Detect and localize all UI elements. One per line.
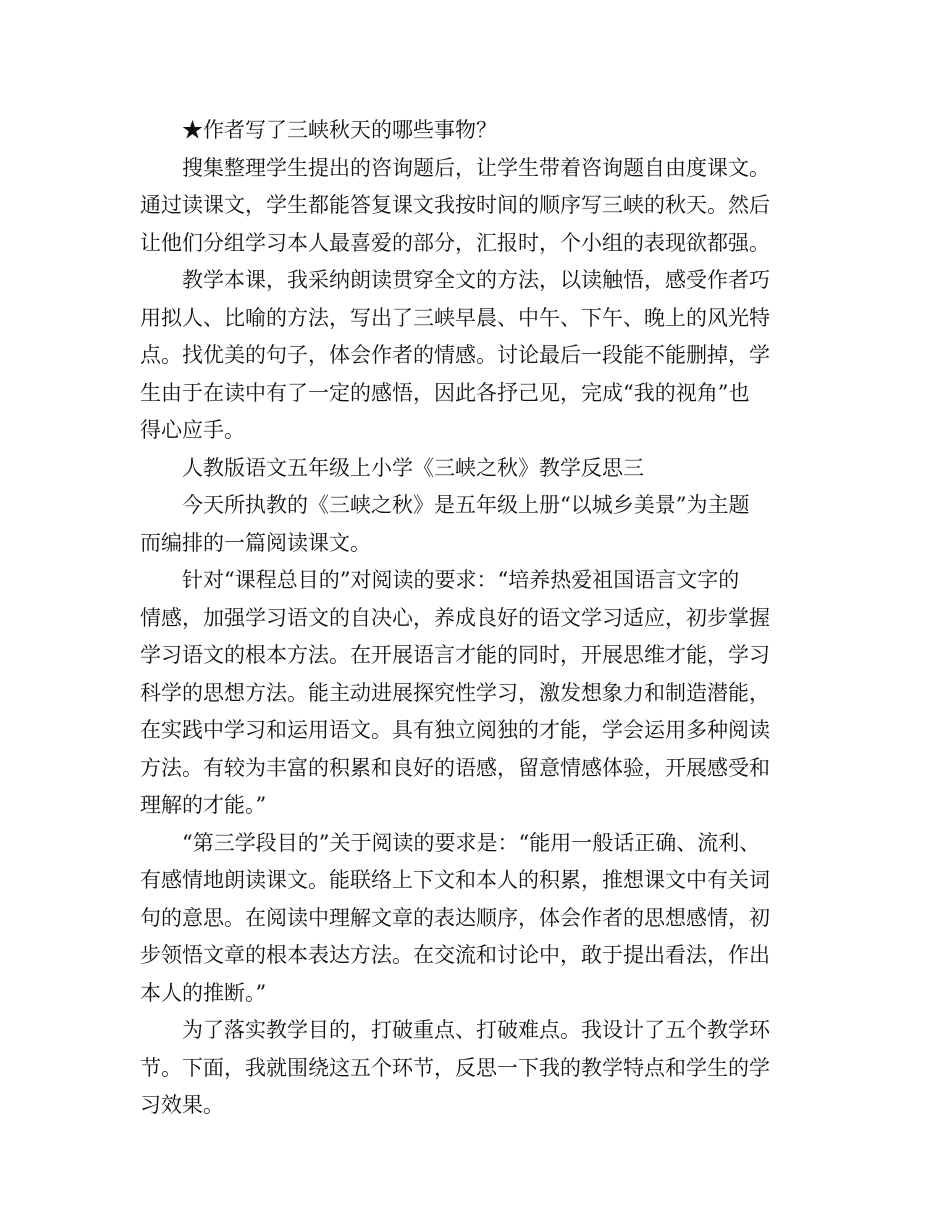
text-line: 科学的思想方法。能主动进展探究性学习，激发想象力和制造潜能，: [140, 680, 770, 705]
text-line-question: ★作者写了三峡秋天的哪些事物？: [182, 118, 497, 142]
text-line: 用拟人、比喻的方法，写出了三峡早晨、中午、下午、晚上的风光特: [140, 305, 770, 330]
text-line: 节。下面，我就围绕这五个环节，反思一下我的教学特点和学生的学: [140, 1055, 770, 1080]
text-line: 方法。有较为丰富的积累和良好的语感，留意情感体验，开展感受和: [140, 755, 770, 780]
text-line: 点。找优美的句子，体会作者的情感。讨论最后一段能不能删掉，学: [140, 343, 770, 367]
text-line: 生由于在读中有了一定的感悟，因此各抒己见，完成“我的视角”也: [140, 380, 750, 405]
text-line: 通过读课文，学生都能答复课文我按时间的顺序写三峡的秋天。然后: [140, 193, 770, 217]
text-line: 而编排的一篇阅读课文。: [140, 530, 371, 555]
text-line: 让他们分组学习本人最喜爱的部分，汇报时，个小组的表现欲都强。: [140, 230, 770, 255]
text-line: 在实践中学习和运用语文。具有独立阅独的才能，学会运用多种阅读: [140, 718, 770, 742]
text-line: 本人的推断。”: [140, 980, 267, 1005]
text-line: 句的意思。在阅读中理解文章的表达顺序，体会作者的思想感情，初: [140, 905, 770, 930]
section-heading: 人教版语文五年级上小学《三峡之秋》教学反思三: [182, 455, 644, 480]
document-body: [140, 112, 812, 1125]
text-line: 搜集整理学生提出的咨询题后，让学生带着咨询题自由度课文。: [182, 155, 770, 180]
text-line: 针对“课程总目的”对阅读的要求：“培养热爱祖国语言文字的: [182, 568, 740, 592]
text-line: 情感，加强学习语文的自决心，养成良好的语文学习适应，初步掌握: [140, 605, 770, 630]
text-line: 得心应手。: [140, 418, 245, 442]
text-line: 为了落实教学目的，打破重点、打破难点。我设计了五个教学环: [182, 1018, 770, 1042]
text-line: 今天所执教的《三峡之秋》是五年级上册“以城乡美景”为主题: [182, 493, 750, 517]
text-line: 习效果。: [140, 1093, 224, 1117]
text-line: 学习语文的根本方法。在开展语言才能的同时，开展思维才能，学习: [140, 643, 770, 667]
text-line: 理解的才能。”: [140, 793, 267, 817]
text-line: 有感情地朗读课文。能联络上下文和本人的积累，推想课文中有关词: [140, 868, 770, 892]
text-line: 步领悟文章的根本表达方法。在交流和讨论中，敢于提出看法，作出: [140, 943, 770, 967]
text-line: “第三学段目的”关于阅读的要求是：“能用一般话正确、流利、: [182, 830, 761, 855]
text-line: 教学本课，我采纳朗读贯穿全文的方法，以读触悟，感受作者巧: [182, 268, 770, 292]
